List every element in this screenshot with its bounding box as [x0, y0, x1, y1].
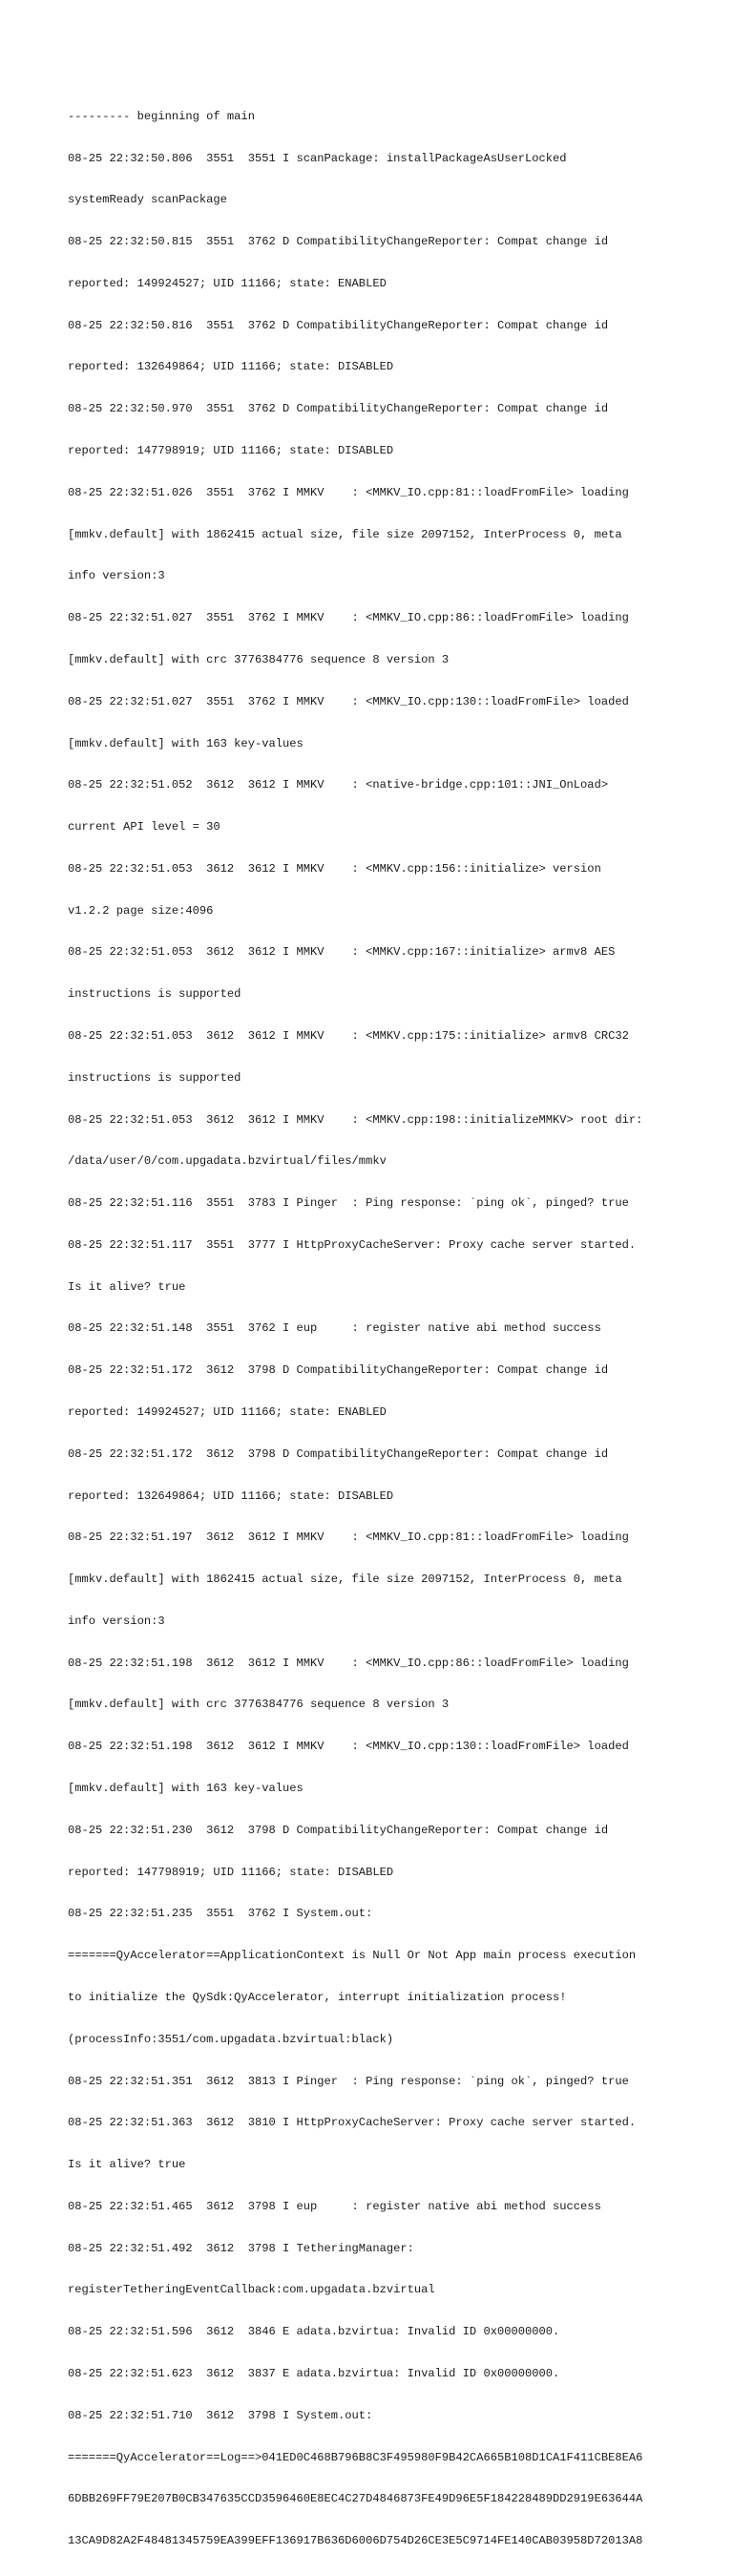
log-line: Is it alive? true — [68, 1279, 186, 1294]
log-line: 08-25 22:32:51.465 3612 3798 I eup : register native abi method success — [68, 2199, 601, 2213]
log-line: [mmkv.default] with 163 key-values — [68, 1782, 304, 1796]
log-line: 08-25 22:32:51.596 3612 3846 E adata.bzvirtua: Invalid ID 0x00000000. — [68, 2325, 560, 2339]
log-line: 13CA9D82A2F48481345759EA399EFF136917B636D6006D754D26CE3E5C9714FE140CAB03958D72013A8 — [68, 2534, 643, 2548]
log-line: reported: 149924527; UID 11166; state: ENABLED — [68, 276, 387, 290]
log-line: 08-25 22:32:51.116 3551 3783 I Pinger : Ping response: `ping ok`, pinged? true — [68, 1196, 629, 1211]
log-line: reported: 147798919; UID 11166; state: DISABLED — [68, 1865, 394, 1879]
log-line: 08-25 22:32:51.197 3612 3612 I MMKV : <MMKV_IO.cpp:81::loadFromFile> loading — [68, 1531, 629, 1545]
log-line: 08-25 22:32:50.815 3551 3762 D CompatibilityChangeReporter: Compat change id — [68, 235, 609, 249]
log-line: 08-25 22:32:50.806 3551 3551 I scanPackage: installPackageAsUserLocked — [68, 151, 567, 165]
log-line: 08-25 22:32:51.363 3612 3810 I HttpProxyCacheServer: Proxy cache server started. — [68, 2116, 637, 2130]
log-line: 08-25 22:32:51.198 3612 3612 I MMKV : <MMKV_IO.cpp:130::loadFromFile> loaded — [68, 1740, 629, 1754]
log-line: 08-25 22:32:51.172 3612 3798 D CompatibilityChangeReporter: Compat change id — [68, 1363, 609, 1378]
log-line: reported: 132649864; UID 11166; state: DISABLED — [68, 1489, 394, 1503]
log-line: 08-25 22:32:51.235 3551 3762 I System.out: — [68, 1907, 373, 1921]
log-text — [68, 68, 679, 2576]
log-line: 08-25 22:32:50.816 3551 3762 D CompatibilityChangeReporter: Compat change id — [68, 318, 609, 332]
log-line: instructions is supported — [68, 987, 241, 1002]
log-line: registerTetheringEventCallback:com.upgadata.bzvirtual — [68, 2283, 435, 2297]
log-line: 08-25 22:32:51.710 3612 3798 I System.out: — [68, 2408, 373, 2422]
log-line: reported: 149924527; UID 11166; state: ENABLED — [68, 1405, 387, 1419]
log-line: =======QyAccelerator==Log==>041ED0C468B796B8C3F495980F9B42CA665B108D1CA1F411CBE8EA6 — [68, 2450, 643, 2464]
log-line: [mmkv.default] with 163 key-values — [68, 736, 304, 750]
log-line: [mmkv.default] with crc 3776384776 sequence 8 version 3 — [68, 652, 450, 666]
log-line: 08-25 22:32:51.172 3612 3798 D CompatibilityChangeReporter: Compat change id — [68, 1446, 609, 1461]
log-line: 08-25 22:32:51.027 3551 3762 I MMKV : <MMKV_IO.cpp:130::loadFromFile> loaded — [68, 694, 629, 708]
log-line: [mmkv.default] with 1862415 actual size, file size 2097152, InterProcess 0, meta — [68, 1573, 622, 1587]
log-line: (processInfo:3551/com.upgadata.bzvirtual:black) — [68, 2032, 394, 2046]
log-line: [mmkv.default] with 1862415 actual size, file size 2097152, InterProcess 0, meta — [68, 527, 622, 541]
log-line: 08-25 22:32:51.492 3612 3798 I TetheringManager: — [68, 2241, 414, 2255]
log-line: 08-25 22:32:50.970 3551 3762 D CompatibilityChangeReporter: Compat change id — [68, 402, 609, 416]
log-line: 08-25 22:32:51.198 3612 3612 I MMKV : <MMKV_IO.cpp:86::loadFromFile> loading — [68, 1656, 629, 1670]
log-line: 08-25 22:32:51.053 3612 3612 I MMKV : <MMKV.cpp:198::initializeMMKV> root dir: — [68, 1112, 643, 1127]
log-line: to initialize the QySdk:QyAccelerator, interrupt initialization process! — [68, 1990, 567, 2004]
log-line: 6DBB269FF79E207B0CB347635CCD3596460E8EC4C27D4846873FE49D96E5F184228489DD2919E63644A — [68, 2492, 643, 2506]
log-line: info version:3 — [68, 1614, 165, 1628]
log-line: 08-25 22:32:51.623 3612 3837 E adata.bzvirtua: Invalid ID 0x00000000. — [68, 2366, 560, 2380]
log-line: /data/user/0/com.upgadata.bzvirtual/files/mmkv — [68, 1154, 387, 1169]
log-line: 08-25 22:32:51.053 3612 3612 I MMKV : <MMKV.cpp:167::initialize> armv8 AES — [68, 945, 616, 960]
log-line: current API level = 30 — [68, 820, 220, 834]
log-line: [mmkv.default] with crc 3776384776 sequence 8 version 3 — [68, 1698, 450, 1712]
log-line: v1.2.2 page size:4096 — [68, 903, 214, 918]
log-line: systemReady scanPackage — [68, 193, 227, 207]
log-line: 08-25 22:32:51.026 3551 3762 I MMKV : <MMKV_IO.cpp:81::loadFromFile> loading — [68, 485, 629, 499]
log-line: 08-25 22:32:51.052 3612 3612 I MMKV : <native-bridge.cpp:101::JNI_OnLoad> — [68, 778, 609, 792]
log-line: info version:3 — [68, 569, 165, 583]
log-line: 08-25 22:32:51.053 3612 3612 I MMKV : <MMKV.cpp:156::initialize> version — [68, 861, 601, 876]
log-line: 08-25 22:32:51.053 3612 3612 I MMKV : <MMKV.cpp:175::initialize> armv8 CRC32 — [68, 1028, 629, 1043]
log-line: Is it alive? true — [68, 2158, 186, 2172]
log-line: instructions is supported — [68, 1070, 241, 1085]
log-line: 08-25 22:32:51.148 3551 3762 I eup : register native abi method success — [68, 1321, 601, 1336]
log-line: reported: 132649864; UID 11166; state: DISABLED — [68, 360, 394, 374]
log-line: --------- beginning of main — [68, 109, 255, 123]
log-line: =======QyAccelerator==ApplicationContext is Null Or Not App main process execution — [68, 1949, 637, 1963]
log-line: 08-25 22:32:51.117 3551 3777 I HttpProxyCacheServer: Proxy cache server started. — [68, 1237, 637, 1252]
log-line: 08-25 22:32:51.351 3612 3813 I Pinger : Ping response: `ping ok`, pinged? true — [68, 2074, 629, 2088]
log-line: reported: 147798919; UID 11166; state: DISABLED — [68, 444, 394, 458]
log-line: 08-25 22:32:51.230 3612 3798 D CompatibilityChangeReporter: Compat change id — [68, 1823, 609, 1837]
log-line: 08-25 22:32:51.027 3551 3762 I MMKV : <MMKV_IO.cpp:86::loadFromFile> loading — [68, 611, 629, 625]
